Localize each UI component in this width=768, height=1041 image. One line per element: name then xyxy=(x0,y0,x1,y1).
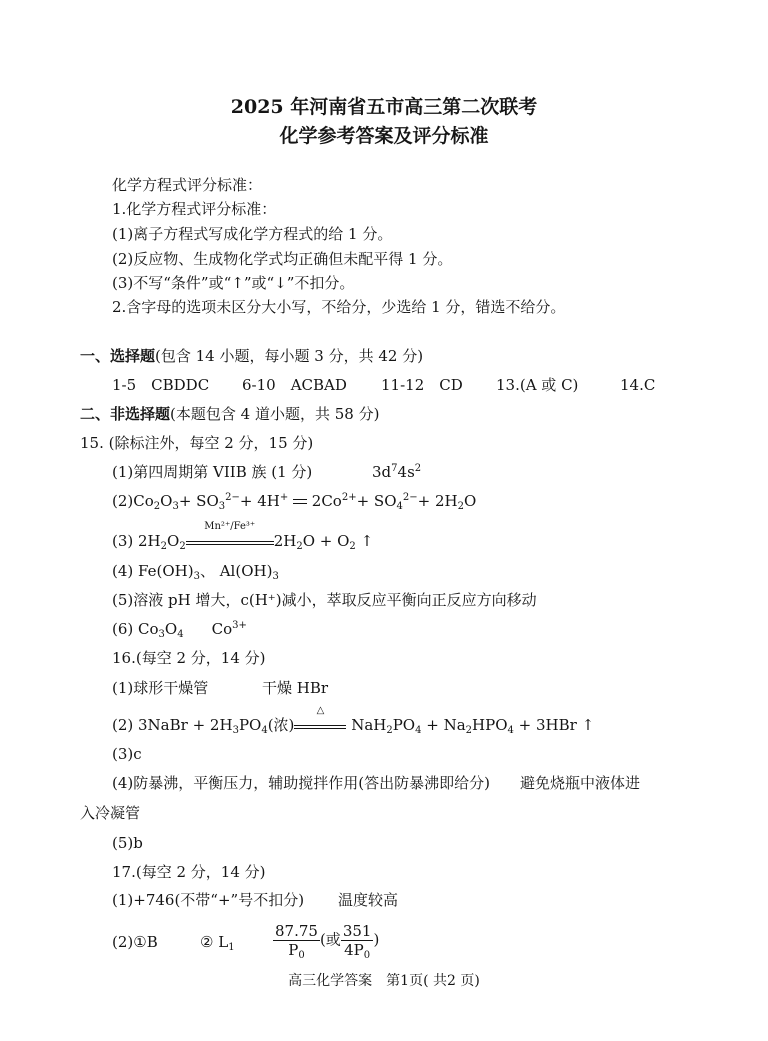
q16-answer-4-cont: 入冷凝管 xyxy=(80,804,141,822)
q17-answer-2-expression: $\frac{87.75}{P_0}$ (或 $\frac{351}{4P_0}$ ) xyxy=(275,922,380,961)
fraction: $\frac{87.75}{P_0}$ xyxy=(275,922,318,961)
standards-item-2: 2.含字母的选项未区分大小写，不给分，少选给 1 分，错选不给分。 xyxy=(112,298,566,316)
standards-item-1-1: (1)离子方程式写成化学方程式的给 1 分。 xyxy=(112,225,393,243)
section-1-answer: 13.(A 或 C) xyxy=(496,376,579,394)
q17-answer-1: (1)+746(不带“+”号不扣分) xyxy=(112,891,305,909)
q17-answer-2-mid: ② $L_1$ xyxy=(200,933,235,953)
section-1-heading-rest: (包含 14 小题，每小题 3 分，共 42 分) xyxy=(155,347,424,365)
q15-answer-1-config: $3d^74s^2$ xyxy=(372,463,422,481)
q16-answer-5: (5)b xyxy=(112,834,143,852)
page-subtitle: 化学参考答案及评分标准 xyxy=(279,125,489,147)
standards-heading: 化学方程式评分标准： xyxy=(112,176,263,194)
q15-answer-5: (5)溶液 pH 增大，c(H⁺)减小，萃取反应平衡向正反应方向移动 xyxy=(112,591,537,609)
q15-answer-1: (1)第四周期第 VIIB 族 (1 分) xyxy=(112,463,313,481)
section-1-answer: 14.C xyxy=(620,376,656,394)
section-2-heading-bold: 二、非选择题 xyxy=(80,405,171,423)
q17-answer-2: (2)①B xyxy=(112,933,158,951)
section-1-heading xyxy=(80,347,423,365)
q16-answer-2: (2) 3NaBr + $2H_3PO_4$(浓) △ $NaH_2PO_4 + Na_2HPO_4 + 3HBr$ ↑ xyxy=(112,705,595,736)
section-1-answer: 1-5 CBDDC xyxy=(112,376,210,394)
q15-heading: 15. (除标注外，每空 2 分，15 分) xyxy=(80,434,314,452)
q16-answer-1: (1)球形干燥管 xyxy=(112,679,209,697)
page-title: 2025 年河南省五市高三第二次联考 xyxy=(230,96,538,118)
q17-heading: 17.(每空 2 分，14 分) xyxy=(112,863,266,881)
reaction-condition: △ xyxy=(294,717,346,735)
q15-answer-2: $(2)Co_2O_3+ SO_3^{2-}+ 4H^+$ $2Co^{2+}+ SO_4^{2-}+ 2H_2O$ xyxy=(112,492,477,512)
standards-item-1-3: (3)不写“条件”或“↑”或“↓”不扣分。 xyxy=(112,274,355,292)
section-1-answer: 6-10 ACBAD xyxy=(242,376,347,394)
q16-heading: 16.(每空 2 分，14 分) xyxy=(112,649,266,667)
equals-sign-icon xyxy=(293,497,307,507)
q15-answer-6: (6) $Co_3O_4$ $Co^{3+}$ xyxy=(112,620,247,640)
section-1-heading-bold: 一、选择题 xyxy=(80,347,156,365)
q15-answer-3: (3) $2H_2O_2$ Mn²⁺/Fe³⁺ $2H_2O + O_2$ ↑ xyxy=(112,521,374,552)
q16-answer-3: (3)c xyxy=(112,745,142,763)
q16-answer-1-right: 干燥 HBr xyxy=(262,679,329,697)
q15-answer-4: (4) $Fe(OH)_3$、 $Al(OH)_3$ xyxy=(112,562,279,582)
gas-arrow-icon: ↑ xyxy=(581,716,595,734)
q17-answer-1-right: 温度较高 xyxy=(338,891,399,909)
q16-answer-4: (4)防暴沸，平衡压力，辅助搅拌作用(答出防暴沸即给分) 避免烧瓶中液体进 xyxy=(112,774,640,792)
section-2-heading xyxy=(80,405,379,423)
fraction: $\frac{351}{4P_0}$ xyxy=(342,922,372,961)
gas-arrow-icon: ↑ xyxy=(360,532,374,550)
section-1-answer: 11-12 CD xyxy=(381,376,463,394)
section-2-heading-rest: (本题包含 4 道小题，共 58 分) xyxy=(170,405,380,423)
page-footer: 高三化学答案 第1页( 共2 页) xyxy=(288,973,480,989)
standards-item-1: 1.化学方程式评分标准： xyxy=(112,200,277,218)
reaction-condition: Mn²⁺/Fe³⁺ xyxy=(186,533,274,551)
standards-item-1-2: (2)反应物、生成物化学式均正确但未配平得 1 分。 xyxy=(112,250,453,268)
